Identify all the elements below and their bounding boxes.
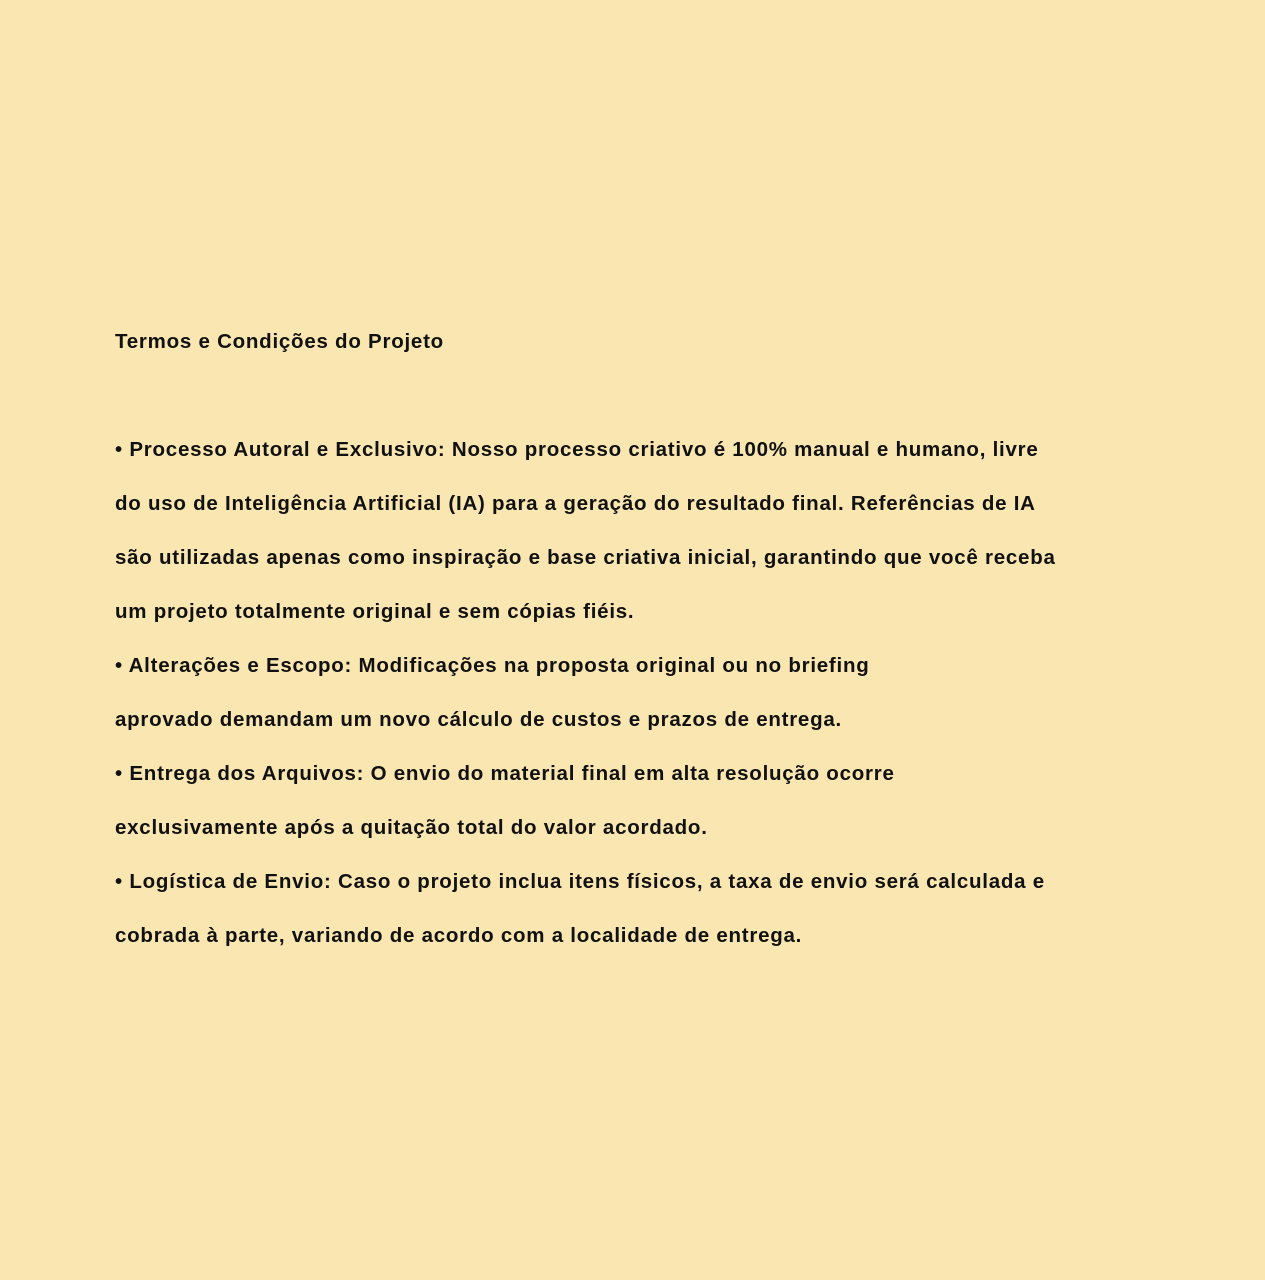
terms-body <box>115 435 1175 975</box>
terms-line: exclusivamente após a quitação total do valor acordado. <box>115 816 708 839</box>
document-title: Termos e Condições do Projeto <box>115 330 444 353</box>
terms-line: • Logística de Envio: Caso o projeto inclua itens físicos, a taxa de envio será calculada e <box>115 870 1045 893</box>
terms-line: • Processo Autoral e Exclusivo: Nosso processo criativo é 100% manual e humano, livre <box>115 438 1039 461</box>
terms-line: um projeto totalmente original e sem cópias fiéis. <box>115 600 635 623</box>
terms-line: aprovado demandam um novo cálculo de custos e prazos de entrega. <box>115 708 842 731</box>
terms-line: • Alterações e Escopo: Modificações na proposta original ou no briefing <box>115 654 870 677</box>
terms-document <box>115 327 1175 975</box>
terms-line: do uso de Inteligência Artificial (IA) para a geração do resultado final. Referências de IA <box>115 492 1036 515</box>
terms-line: cobrada à parte, variando de acordo com a localidade de entrega. <box>115 924 803 947</box>
terms-line: são utilizadas apenas como inspiração e base criativa inicial, garantindo que você receba <box>115 546 1056 569</box>
terms-line: • Entrega dos Arquivos: O envio do material final em alta resolução ocorre <box>115 762 895 785</box>
